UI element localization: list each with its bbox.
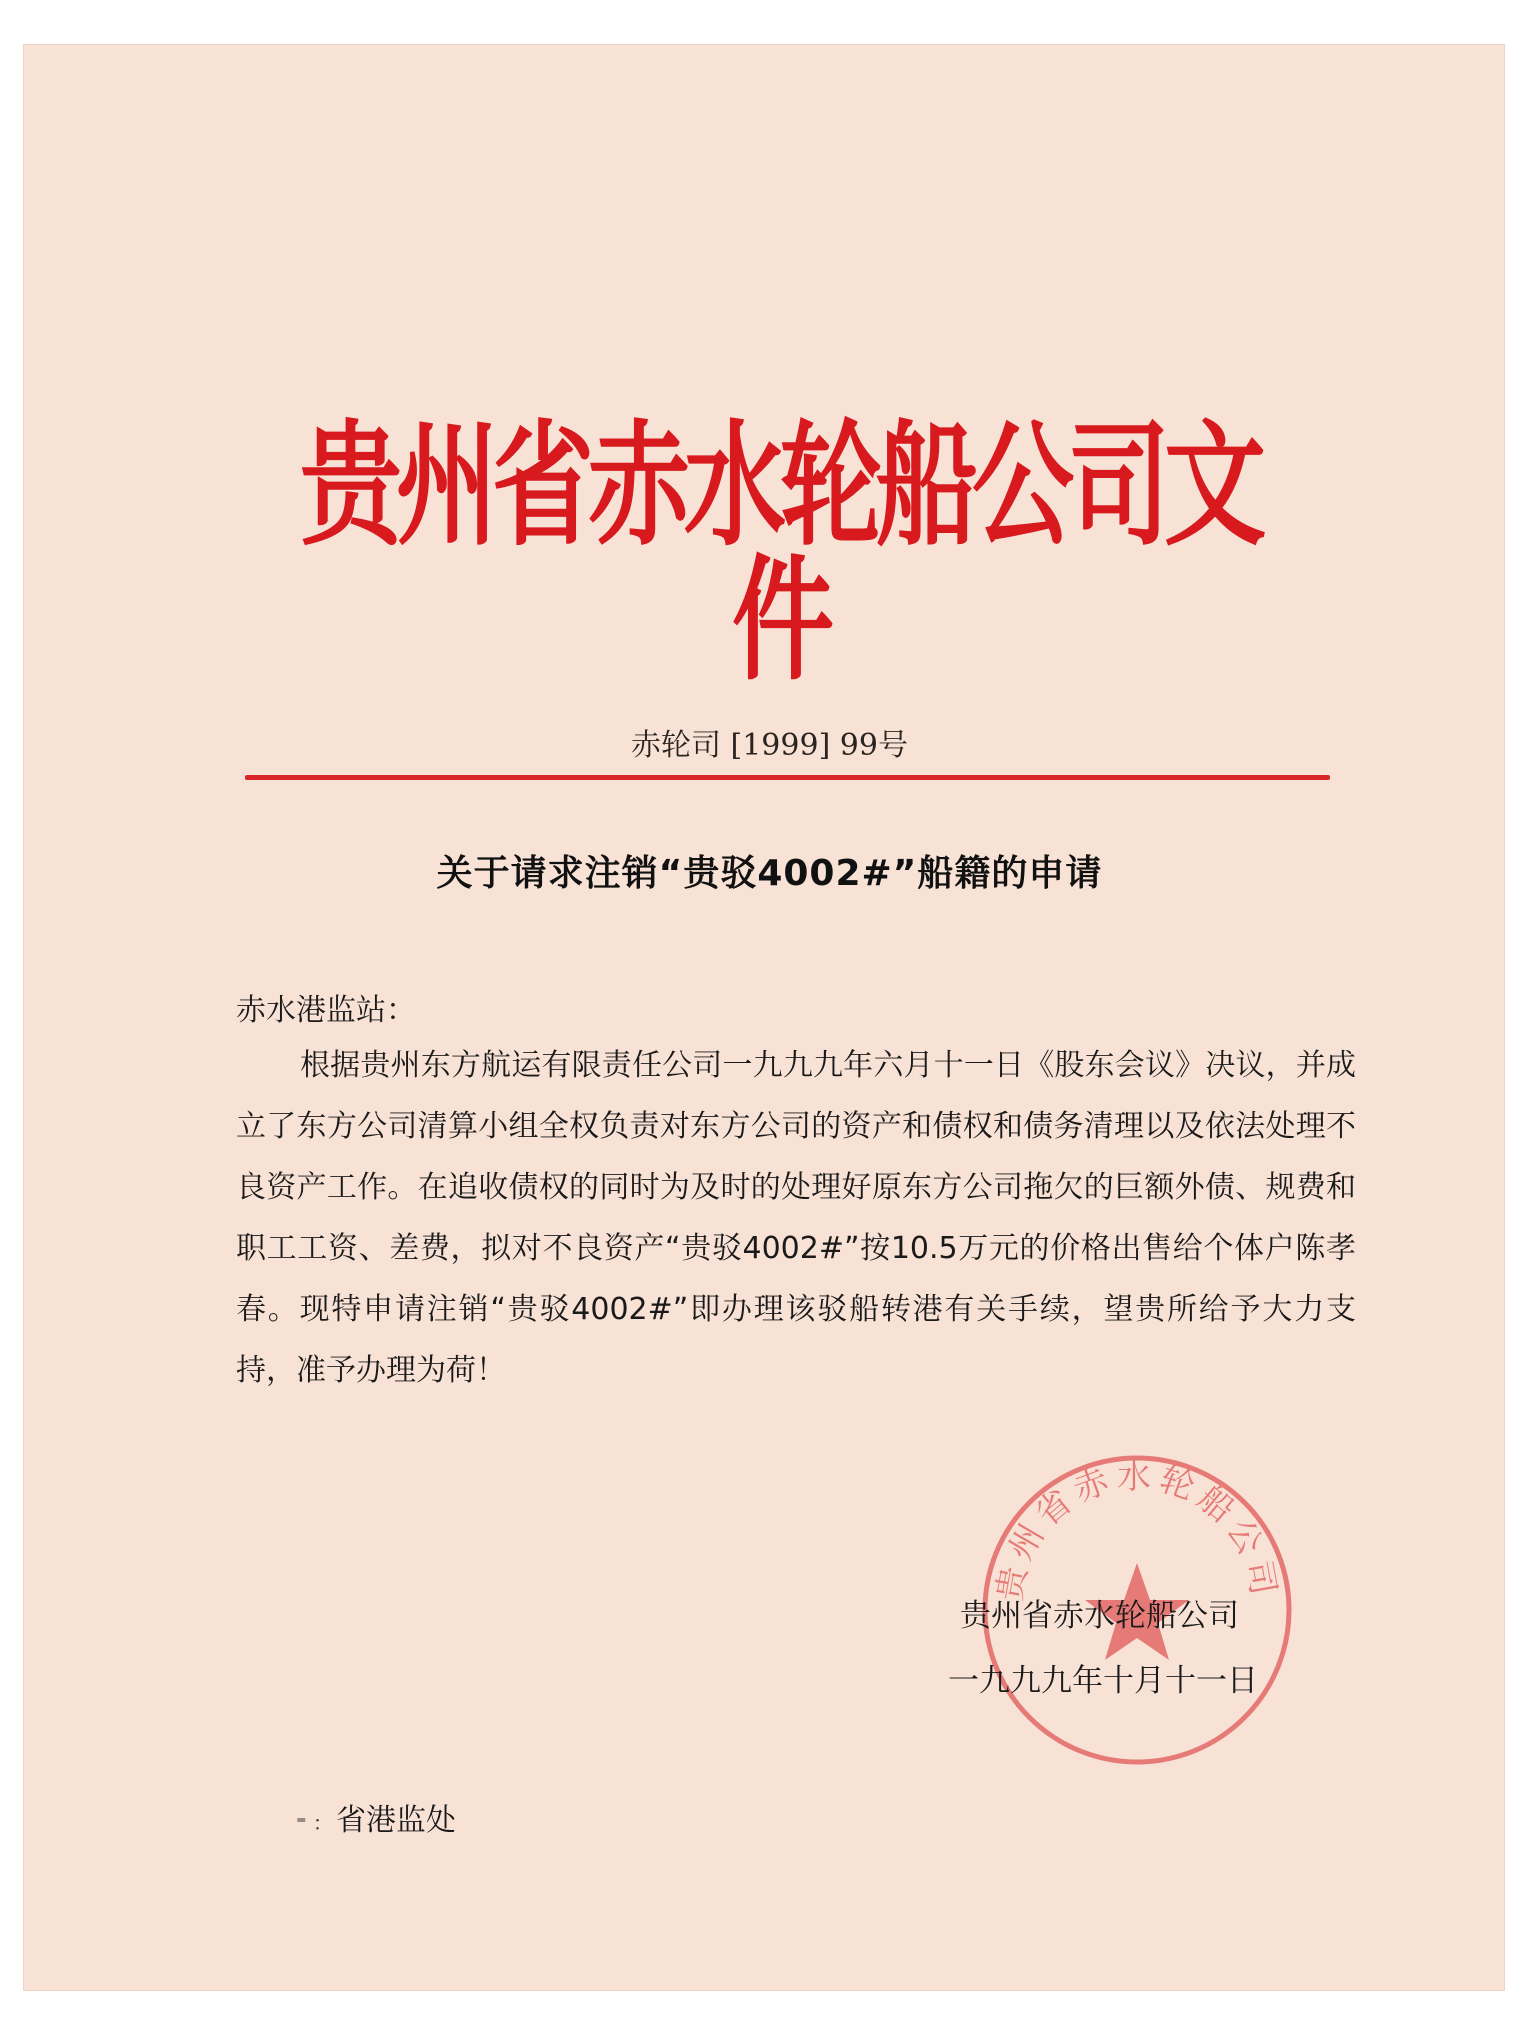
issuer-title: 贵州省赤水轮船公司文件 xyxy=(300,408,1260,700)
body-paragraph: 根据贵州东方航运有限责任公司一九九九年六月十一日《股东会议》决议，并成立了东方公司清算小组全权负责对东方公司的资产和债权和债务清理以及依法处理不良资产工作。在追收债权的同时为及时的处理好原东方公司拖欠的巨额外债、规费和职工工资、差费，拟对不良资产“贵驳4002#”按10.5万元的价格出售给个体户陈孝春。现特申请注销“贵驳4002#”即办理该驳船转港有关手续，望贵所给予大力支持，准予办理为荷！ xyxy=(236,1048,1356,1388)
document-subject: 关于请求注销“贵驳4002#”船籍的申请 xyxy=(436,853,1103,894)
red-divider-line xyxy=(245,775,1330,780)
salutation: 赤水港监站： xyxy=(236,993,416,1028)
document-number: 赤轮司 [1999] 99号 xyxy=(630,728,908,763)
signer-organization: 贵州省赤水轮船公司 xyxy=(960,1598,1239,1634)
copy-to-line xyxy=(296,1795,456,1839)
seal-text: 贵州省赤水轮船公司 xyxy=(989,1457,1285,1604)
cc-marker-icon: ⁼ ： xyxy=(296,1811,333,1835)
signing-date: 一九九九年十月十一日 xyxy=(948,1663,1258,1699)
copy-to-recipient: 省港监处 xyxy=(336,1803,456,1838)
